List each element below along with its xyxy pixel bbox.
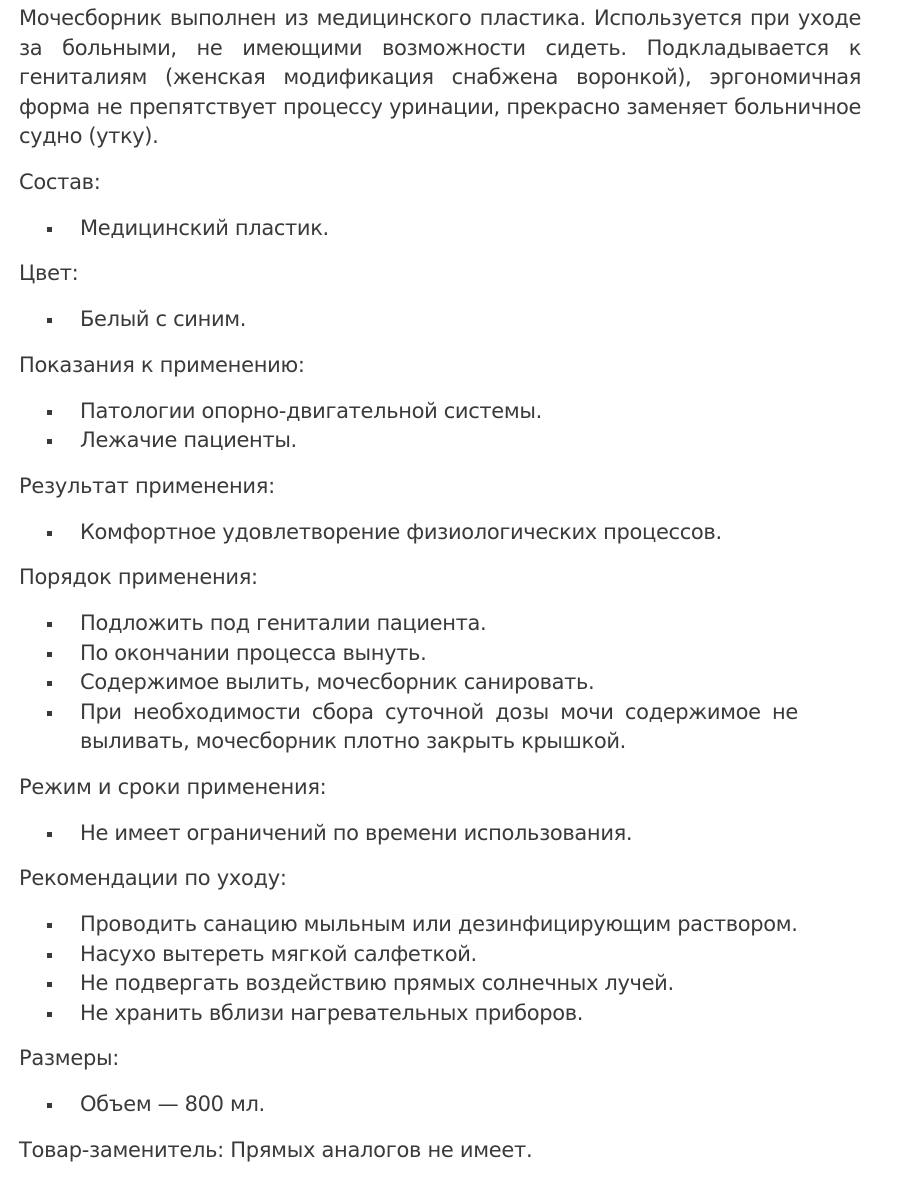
section-heading: Результат применения: — [19, 473, 275, 498]
list-item — [19, 609, 861, 639]
section-heading: Размеры: — [19, 1046, 120, 1070]
item-list — [19, 305, 861, 335]
section-heading: Состав: — [19, 169, 101, 194]
bullet-icon — [47, 681, 52, 686]
intro-paragraph: Мочесборник выполнен из медицинского пластика. Используется при уходе за больными, не имеющими возможности сидеть. Подкладывается к гениталиям (женская модификация снабжена воронкой), эргономичная форма не препятствует процессу уринации, прекрасно заменяет больничное судно (утку). — [19, 6, 861, 148]
bullet-icon — [47, 531, 52, 536]
bullet-icon — [47, 982, 52, 987]
bullet-icon — [47, 410, 52, 415]
list-item-text: Проводить санацию мыльным или дезинфицирующим раствором. — [80, 912, 798, 936]
bullet-icon — [47, 1103, 52, 1108]
list-item — [19, 397, 861, 427]
list-item-text: Патологии опорно-двигательной системы. — [80, 398, 542, 423]
item-list — [19, 910, 861, 1028]
list-item — [19, 214, 861, 244]
list-item — [19, 1090, 861, 1120]
section-care — [19, 864, 861, 1028]
list-item-text: Насухо вытереть мягкой салфеткой. — [80, 941, 477, 966]
list-item — [19, 518, 861, 548]
list-item-text: Не имеет ограничений по времени использования. — [80, 820, 633, 845]
list-item-text: Белый с синим. — [80, 307, 247, 331]
section-heading: Рекомендации по уходу: — [19, 866, 287, 890]
bullet-icon — [47, 227, 52, 232]
list-item — [19, 426, 861, 456]
bullet-icon — [47, 832, 52, 837]
section-heading: Порядок применения: — [19, 565, 258, 589]
list-item-text: Лежачие пациенты. — [80, 428, 297, 452]
bullet-icon — [47, 652, 52, 657]
list-item — [19, 819, 861, 849]
bullet-icon — [47, 711, 52, 716]
list-item-text: Подложить под гениталии пациента. — [80, 611, 487, 635]
section-composition — [19, 168, 861, 244]
section-heading: Режим и сроки применения: — [19, 774, 327, 799]
section-color — [19, 259, 861, 335]
section-heading: Цвет: — [19, 261, 79, 285]
product-description — [19, 4, 861, 1164]
list-item-text: Не подвергать воздействию прямых солнечных лучей. — [80, 971, 674, 995]
list-item-text: Не хранить вблизи нагревательных приборов. — [80, 1000, 584, 1025]
substitute-note: Товар-заменитель: Прямых аналогов не имеет. — [19, 1137, 533, 1162]
item-list — [19, 819, 861, 849]
section-heading: Показания к применению: — [19, 352, 305, 377]
list-item-text: Медицинский пластик. — [80, 215, 329, 240]
item-list — [19, 609, 861, 757]
list-item — [19, 668, 861, 698]
bullet-icon — [47, 953, 52, 958]
bullet-icon — [47, 318, 52, 323]
list-item-text: При необходимости сбора суточной дозы мочи содержимое не выливать, мочесборник плотно закрыть крышкой. — [80, 699, 798, 753]
list-item — [19, 639, 861, 669]
list-item — [19, 698, 861, 757]
list-item — [19, 940, 861, 970]
bullet-icon — [47, 622, 52, 627]
item-list — [19, 397, 861, 456]
item-list — [19, 1090, 861, 1120]
section-indications — [19, 351, 861, 456]
list-item-text: Содержимое вылить, мочесборник санировать. — [80, 670, 595, 694]
section-result — [19, 472, 861, 548]
item-list — [19, 214, 861, 244]
bullet-icon — [47, 1012, 52, 1017]
section-dimensions — [19, 1044, 861, 1120]
list-item-text: Объем — 800 мл. — [80, 1092, 265, 1116]
item-list — [19, 518, 861, 548]
section-usage-terms — [19, 773, 861, 849]
list-item — [19, 910, 861, 940]
list-item-text: По окончании процесса вынуть. — [80, 640, 427, 665]
list-item-text: Комфортное удовлетворение физиологических процессов. — [80, 519, 722, 544]
list-item — [19, 305, 861, 335]
bullet-icon — [47, 439, 52, 444]
bullet-icon — [47, 923, 52, 928]
list-item — [19, 999, 861, 1029]
section-usage-order — [19, 563, 861, 757]
list-item — [19, 969, 861, 999]
